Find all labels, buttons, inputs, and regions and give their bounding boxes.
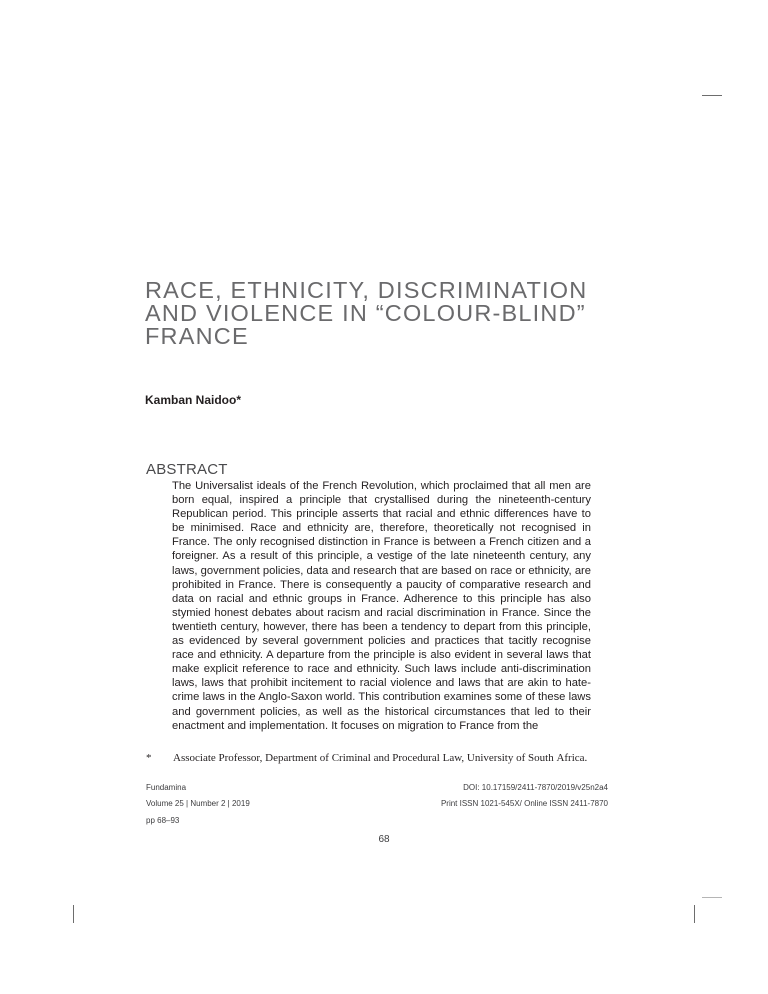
journal-info (146, 780, 250, 829)
crop-mark-bottom-left (73, 905, 74, 923)
abstract-line: France. The only recognised distinction in France is between a French citizen and a (172, 536, 591, 549)
crop-mark-bottom-right-vertical (694, 905, 695, 923)
abstract-heading: ABSTRACT (146, 461, 228, 478)
abstract-line: Republican period. This principle asserts that racial and ethnic differences have to (172, 508, 591, 521)
abstract-line: crime laws in the Anglo-Saxon world. This contribution examines some of these laws (172, 691, 591, 704)
article-title (145, 279, 615, 348)
abstract-line: be minimised. Race and ethnicity are, therefore, theoretically not recognised in (172, 522, 591, 535)
author-name: Kamban Naidoo* (145, 393, 242, 407)
page-number: 68 (378, 834, 390, 845)
crop-mark-top-right (702, 95, 722, 96)
journal-name: Fundamina (146, 783, 187, 792)
journal-pages: pp 68–93 (146, 815, 180, 825)
abstract-line: twentieth century, however, there has been a tendency to depart from this principle, (172, 620, 591, 633)
title-line-1: RACE, ETHNICITY, DISCRIMINATION (145, 277, 588, 303)
journal-doi: DOI: 10.17159/2411-7870/2019/v25n2a4 (463, 783, 608, 792)
abstract-line: stymied honest debates about racism and racial discrimination in France. Since the (172, 606, 591, 619)
journal-issn: Print ISSN 1021-545X/ Online ISSN 2411-7870 (440, 799, 608, 809)
abstract-line: foreigner. As a result of this principle, a vestige of the late nineteenth century, any (172, 550, 591, 563)
abstract-line: data on racial and ethnic groups in France. Adherence to this principle has also (172, 592, 591, 605)
crop-mark-bottom-right-horizontal (702, 897, 722, 898)
abstract-line: The Universalist ideals of the French Revolution, which proclaimed that all men are (172, 480, 591, 492)
abstract-line: race and ethnicity. A departure from the principle is also evident in several laws that (172, 649, 591, 662)
title-line-3: FRANCE (145, 323, 249, 349)
abstract-line: make explicit reference to race and ethnicity. Such laws include anti-discrimination (172, 663, 591, 676)
abstract-line: laws, laws that prohibit incitement to racial violence and laws that are akin to hate- (172, 677, 591, 690)
abstract-line: enactment and implementation. It focuses on migration to France from the (172, 719, 539, 732)
footnote-text: Associate Professor, Department of Criminal and Procedural Law, University of South Africa. (173, 752, 588, 764)
abstract-line: as evidenced by several government policies and practices that tacitly recognise (172, 635, 591, 648)
abstract-body (172, 479, 591, 733)
abstract-line: born equal, inspired a principle that crystallised during the nineteenth-century (172, 494, 591, 507)
footnote-mark: * (146, 752, 152, 764)
journal-identifiers (441, 780, 608, 813)
title-line-2: AND VIOLENCE IN “COLOUR-BLIND” (145, 300, 586, 326)
abstract-line: laws, government policies, data and research that are based on race or ethnicity, are (172, 564, 591, 577)
abstract-line: prohibited in France. There is consequently a paucity of comparative research and (172, 578, 591, 591)
journal-volume-issue: Volume 25 | Number 2 | 2019 (146, 799, 250, 809)
abstract-line: and government policies, as well as the historical circumstances that led to their (172, 705, 591, 718)
